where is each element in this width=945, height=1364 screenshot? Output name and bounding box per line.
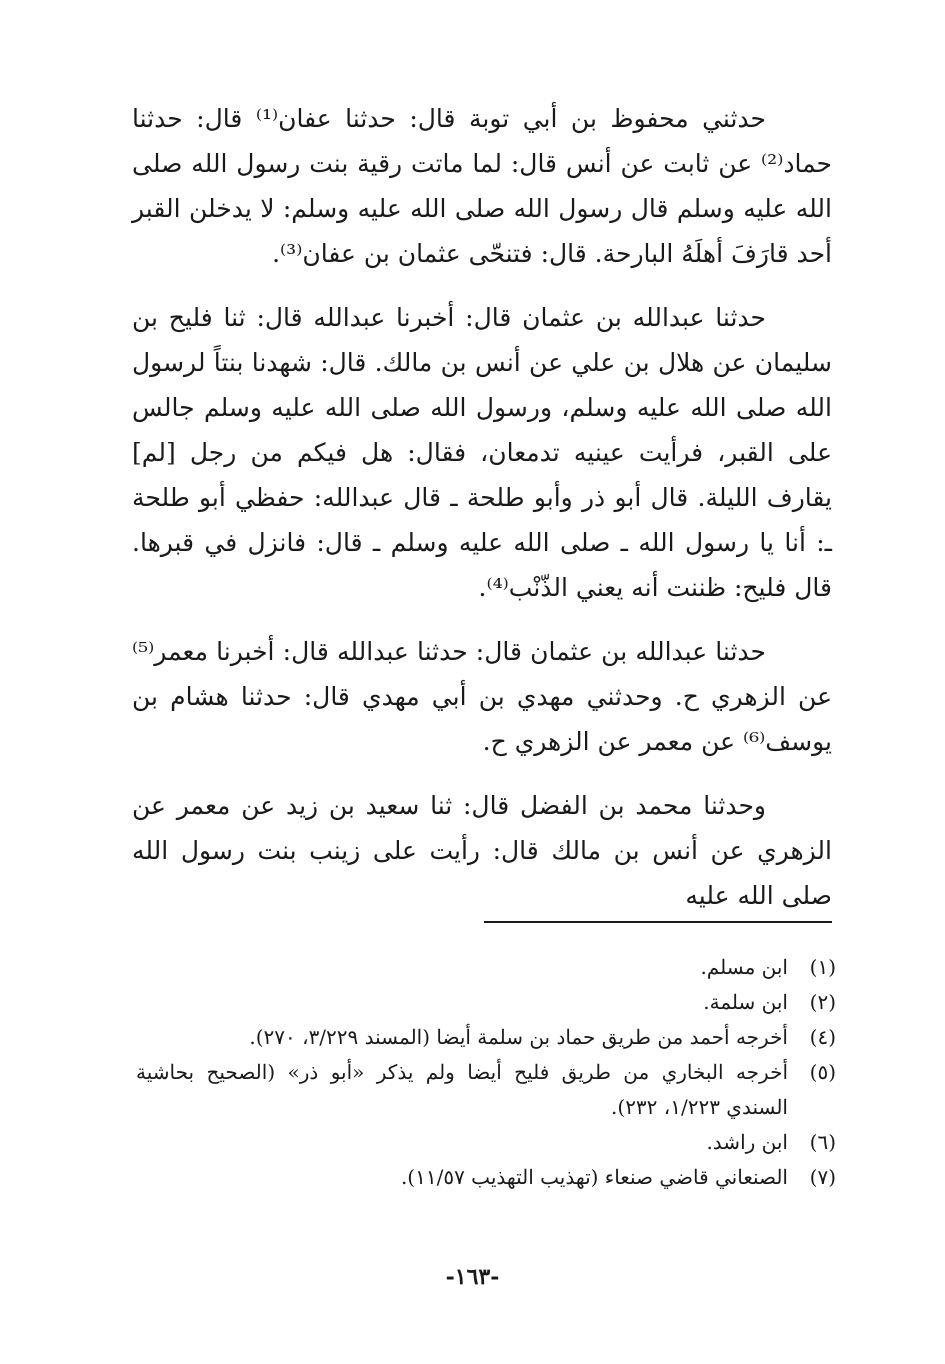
footnote-text: أخرجه البخاري من طريق فليح أيضا ولم يذكر «أبو ذر» (الصحيح بحاشية السندي ١/٢٢٣، ٢٣٢).	[136, 1060, 788, 1119]
footnote-text: الصنعاني قاضي صنعاء (تهذيب التهذيب ١١/٥٧).	[400, 1165, 788, 1189]
footnote-text: ابن راشد.	[706, 1130, 788, 1154]
footnote-text: أخرجه أحمد من طريق حماد بن سلمة أيضا (المسند ٣/٢٢٩، ٢٧٠).	[249, 1025, 788, 1049]
footnotes-list	[136, 950, 836, 1195]
footnote-number: (٦)	[809, 1130, 836, 1154]
footnote-number: (٢)	[809, 990, 836, 1014]
footnote-number: (٧)	[809, 1165, 836, 1189]
footnote-number: (١)	[809, 955, 836, 979]
paragraph-3: حدثنا عبدالله بن عثمان قال: حدثنا عبدالله قال: أخبرنا معمر⁽⁵⁾ عن الزهري ح. وحدثني مهدي بن أبي مهدي قال: حدثنا هشام بن يوسف⁽⁶⁾ عن معمر عن الزهري ح.	[132, 637, 832, 756]
footnote-item	[136, 1055, 836, 1125]
footnote-item	[136, 1125, 836, 1160]
paragraph-2: حدثنا عبدالله بن عثمان قال: أخبرنا عبدالله قال: ثنا فليح بن سليمان عن هلال بن علي عن أنس بن مالك. قال: شهدنا بنتاً لرسول الله صلى الله عليه وسلم، ورسول الله صلى الله عليه وسلم جالس على القبر، فرأيت عينيه تدمعان، فقال: هل فيكم من رجل [لم] يقارف الليلة. قال أبو ذر وأبو طلحة ـ قال عبدالله: حفظي أبو طلحة ـ: أنا يا رسول الله ـ صلى الله عليه وسلم ـ قال: فانزل في قبرها. قال فليح: ظننت أنه يعني الذّنْب⁽⁴⁾.	[132, 303, 832, 602]
paragraph-1: حدثني محفوظ بن أبي توبة قال: حدثنا عفان⁽¹⁾ قال: حدثنا حماد⁽²⁾ عن ثابت عن أنس قال: لما ماتت رقية بنت رسول الله صلى الله عليه وسلم قال رسول الله صلى الله عليه وسلم: لا يدخلن القبر أحد قارَفَ أهلَهُ البارحة. قال: فتنحّى عثمان بن عفان⁽³⁾.	[132, 104, 832, 268]
paragraph-4: وحدثنا محمد بن الفضل قال: ثنا سعيد بن زيد عن معمر عن الزهري عن أنس بن مالك قال: رأيت على زينب بنت رسول الله صلى الله عليه	[132, 791, 832, 910]
footnote-item	[136, 1160, 836, 1195]
footnote-text: ابن سلمة.	[703, 990, 788, 1014]
page-number: -١٦٣-	[445, 1264, 500, 1290]
main-text	[132, 96, 832, 937]
footnote-number: (٥)	[809, 1060, 836, 1084]
footnote-item	[136, 950, 836, 985]
footnote-text: ابن مسلم.	[700, 955, 788, 979]
footnote-item	[136, 1020, 836, 1055]
footnote-number: (٤)	[809, 1025, 836, 1049]
footnote-item	[136, 985, 836, 1020]
footnote-divider	[484, 921, 832, 923]
